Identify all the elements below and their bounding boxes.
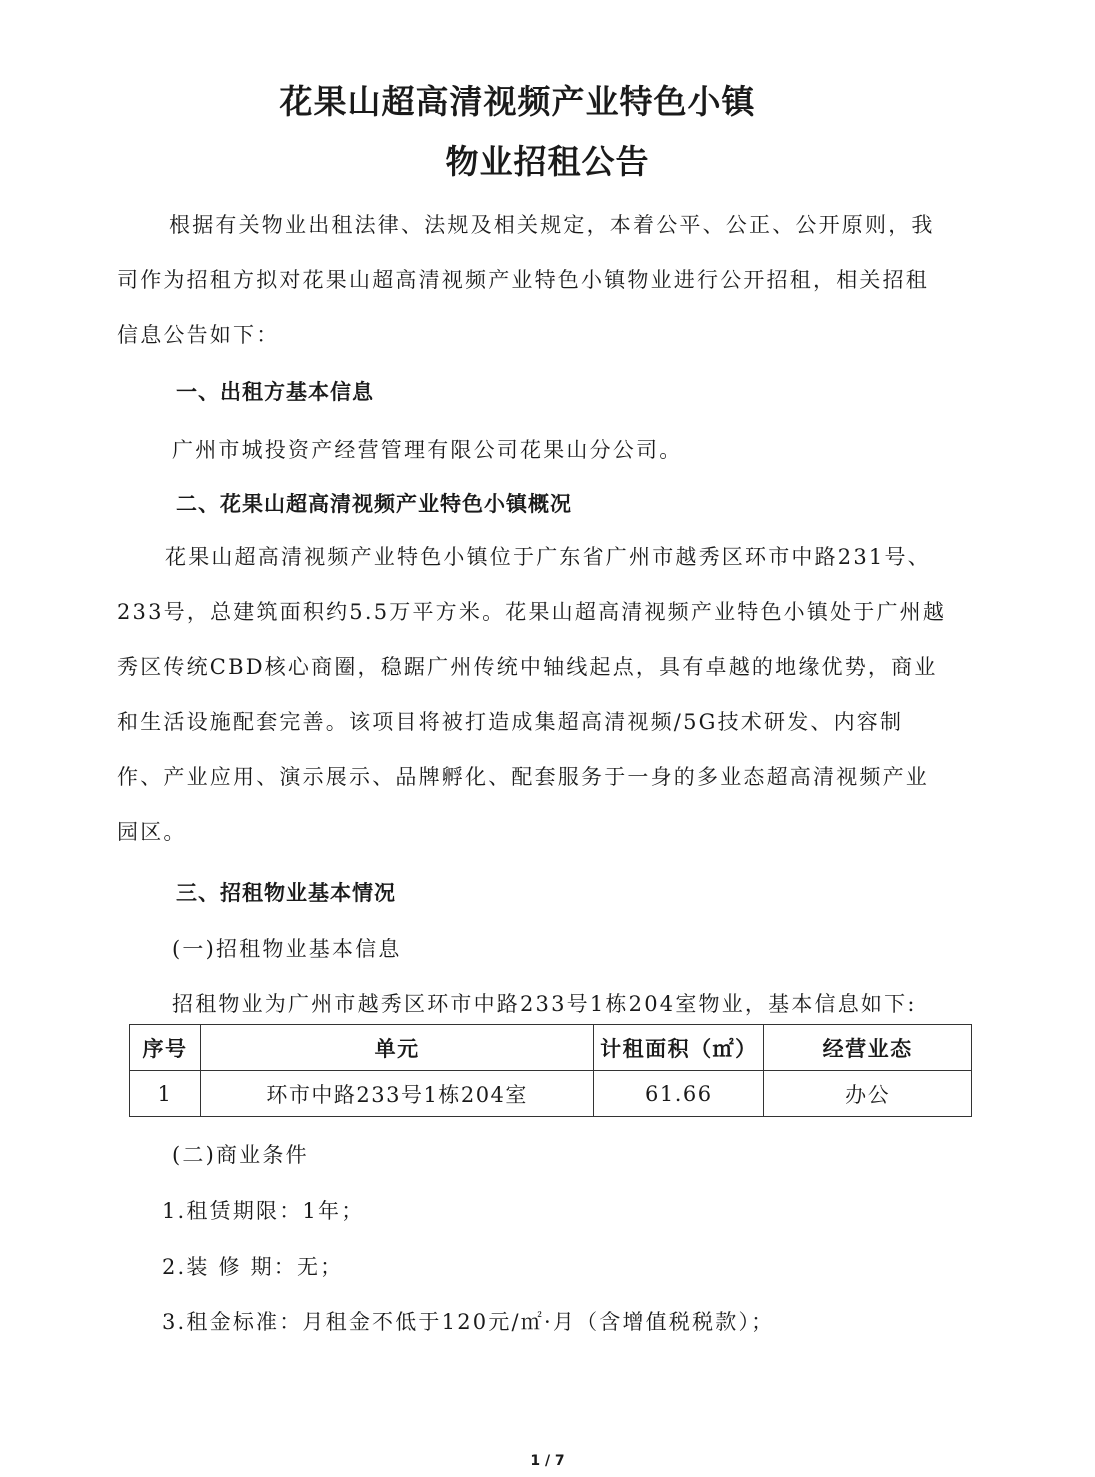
- intro-paragraph: 根据有关物业出租法律、法规及相关规定，本着公平、公正、公开原则，我司作为招租方拟对花果山超高清视频产业特色小镇物业进行公开招租，相关招租信息公告如下：: [117, 213, 935, 347]
- section2-body: 花果山超高清视频产业特色小镇位于广东省广州市越秀区环市中路231号、233号，总建筑面积约5.5万平方米。花果山超高清视频产业特色小镇处于广州越秀区传统CBD核心商圈，稳踞广州传统中轴线起点，具有卓越的地缘优势，商业和生活设施配套完善。该项目将被打造成集超高清视频/5G技术研发、内容制作、产业应用、演示展示、品牌孵化、配套服务于一身的多业态超高清视频产业园区。: [117, 545, 947, 844]
- section3-subheading-2: (二)商业条件: [172, 1143, 309, 1167]
- table-header-row: [130, 1025, 972, 1071]
- property-info-table: [129, 1024, 972, 1117]
- condition-item-renovation: 2.装 修 期：无；: [162, 1255, 344, 1279]
- table-cell-index: 1: [130, 1071, 201, 1117]
- section3-subheading-1: (一)招租物业基本信息: [172, 937, 402, 961]
- table-cell-unit: 环市中路233号1栋204室: [200, 1071, 593, 1117]
- table-cell-business-type: 办公: [764, 1071, 972, 1117]
- section3-heading: 三、招租物业基本情况: [176, 881, 396, 905]
- section2-heading: 二、花果山超高清视频产业特色小镇概况: [176, 492, 572, 516]
- section3-sub1-body: 招租物业为广州市越秀区环市中路233号1栋204室物业，基本信息如下:: [172, 992, 917, 1016]
- table-cell-area: 61.66: [594, 1071, 764, 1117]
- table-row: [130, 1071, 972, 1117]
- condition-item-lease-term: 1.租赁期限：1年；: [162, 1199, 365, 1223]
- page-number: 1 / 7: [530, 1453, 565, 1469]
- document-title-line1: 花果山超高清视频产业特色小镇: [279, 82, 756, 121]
- table-header-business-type: 经营业态: [764, 1025, 972, 1071]
- table-header-area: 计租面积（㎡）: [594, 1025, 764, 1071]
- table-header-index: 序号: [130, 1025, 201, 1071]
- table-header-unit: 单元: [200, 1025, 593, 1071]
- condition-item-rent: 3.租金标准：月租金不低于120元/㎡·月（含增值税税款）；: [162, 1310, 775, 1334]
- document-title-line2: 物业招租公告: [445, 142, 650, 181]
- section1-body: 广州市城投资产经营管理有限公司花果山分公司。: [172, 438, 683, 462]
- section1-heading: 一、出租方基本信息: [176, 380, 374, 404]
